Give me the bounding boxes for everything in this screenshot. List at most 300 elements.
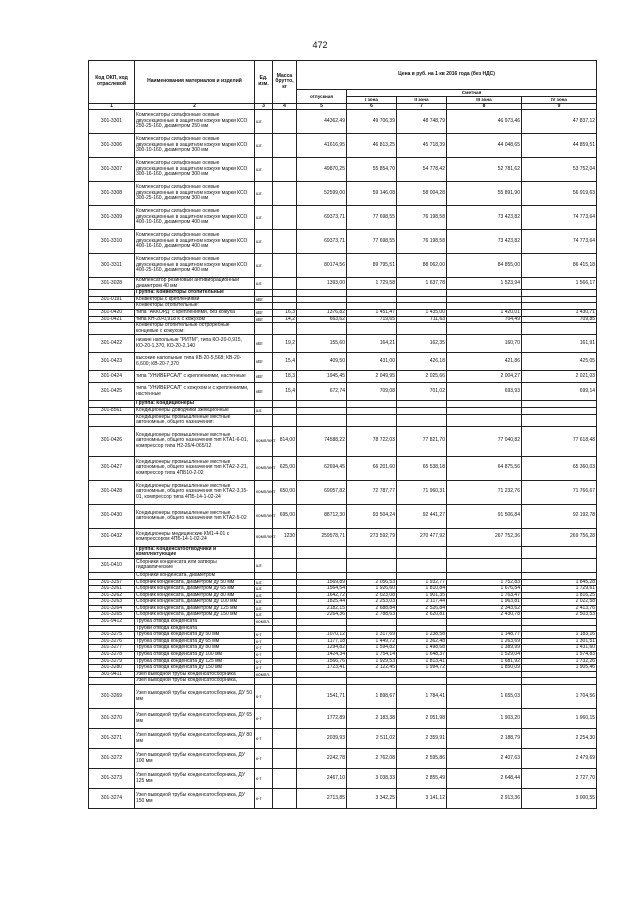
row-zone-2-price: 77 821,70 xyxy=(397,426,447,456)
row-zone-2-price: 2 855,49 xyxy=(397,769,447,789)
header-estimated-price: Сметная xyxy=(347,90,597,97)
table-row xyxy=(89,456,597,480)
row-mass xyxy=(273,278,297,290)
row-zone-3-price xyxy=(447,558,522,572)
row-unit: комплект xyxy=(255,426,273,456)
row-zone-3-price: 77 040,82 xyxy=(447,426,522,456)
table-row xyxy=(89,414,597,426)
header-unit: Ед. изм. xyxy=(255,61,273,104)
header-zone-3: III зона xyxy=(447,97,522,104)
row-name: Компенсаторы сильфонные осевые двухсекционные в защитном кожухе марки КСО 400-16-160, диаметром 400 мм xyxy=(135,230,255,254)
row-zone-4-price: 56 919,63 xyxy=(522,182,597,206)
row-name: типа КН-20-0,918 К с кожухом xyxy=(135,316,255,323)
row-zone-2-price: 1 648,37 xyxy=(397,652,447,659)
row-zone-3-price xyxy=(447,546,522,558)
row-zone-4-price: 1 301,51 xyxy=(522,638,597,645)
row-zone-4-price: 65 360,03 xyxy=(522,456,597,480)
row-mass xyxy=(273,401,297,408)
row-zone-2-price xyxy=(397,678,447,685)
row-sale-price: 2182,15 xyxy=(297,605,347,612)
row-zone-2-price xyxy=(397,546,447,558)
row-zone-4-price xyxy=(522,558,597,572)
row-unit: кВт xyxy=(255,309,273,316)
row-unit xyxy=(255,290,273,297)
row-unit: к-т xyxy=(255,632,273,639)
row-name: Компенсаторы сильфонные осевые двухсекционные в защитном кожухе марки КСО 300-25-160, диаметром 300 мм xyxy=(135,182,255,206)
row-zone-2-price: 76 198,58 xyxy=(397,230,447,254)
row-zone-2-price: 1 810,84 xyxy=(397,586,447,593)
header-sale-price: отпускная xyxy=(297,90,347,104)
row-name: Трубка отвода конденсата ду 150 мм xyxy=(135,665,255,672)
row-zone-4-price xyxy=(522,407,597,414)
row-zone-4-price: 425,05 xyxy=(522,353,597,371)
header-mass: Масса брутто, кг xyxy=(273,61,297,104)
row-zone-4-price: 3 000,55 xyxy=(522,789,597,809)
row-sale-price: 672,74 xyxy=(297,383,347,401)
row-zone-3-price: 1 681,92 xyxy=(447,658,522,665)
column-index: 2 xyxy=(135,104,255,110)
row-sale-price xyxy=(297,290,347,297)
row-zone-3-price: 2 430,78 xyxy=(447,612,522,619)
row-code xyxy=(89,546,135,558)
row-mass xyxy=(273,665,297,672)
row-sale-price: 49870,25 xyxy=(297,158,347,182)
row-zone-2-price xyxy=(397,290,447,297)
row-name: Конвекторы с креплениями xyxy=(135,296,255,303)
row-code: 301-0424 xyxy=(89,371,135,383)
row-sale-price: 155,60 xyxy=(297,335,347,353)
row-code: 301-3277 xyxy=(89,645,135,652)
row-zone-2-price: 2 595,86 xyxy=(397,749,447,769)
row-zone-1-price xyxy=(347,401,397,408)
row-sale-price: 69373,71 xyxy=(297,206,347,230)
row-zone-4-price: 161,91 xyxy=(522,335,597,353)
row-sale-price: 1294,82 xyxy=(297,645,347,652)
column-index: 8 xyxy=(447,104,522,110)
row-name: Сборник конденсата, диаметром ду 80 мм xyxy=(135,592,255,599)
row-zone-4-price: 2 727,70 xyxy=(522,769,597,789)
row-unit: кВт xyxy=(255,335,273,353)
row-zone-2-price: 1 784,41 xyxy=(397,685,447,709)
row-name: Сборники конденсата, диаметром xyxy=(135,572,255,579)
row-name: Группа: Конвекторы отопительные xyxy=(135,290,255,297)
row-sale-price: 2264,36 xyxy=(297,612,347,619)
row-sale-price: 1541,71 xyxy=(297,685,347,709)
row-zone-1-price: 1 926,60 xyxy=(347,586,397,593)
row-zone-1-price: 2 688,84 xyxy=(347,605,397,612)
row-zone-1-price: 55 854,70 xyxy=(347,158,397,182)
row-zone-3-price: 84 855,00 xyxy=(447,254,522,278)
row-zone-2-price: 1 238,58 xyxy=(397,632,447,639)
row-code: 301-3276 xyxy=(89,638,135,645)
row-zone-3-price: 2 407,63 xyxy=(447,749,522,769)
row-mass xyxy=(273,572,297,579)
row-zone-1-price: 72 787,77 xyxy=(347,480,397,504)
row-zone-2-price: 1 637,78 xyxy=(397,278,447,290)
row-zone-1-price: 1 929,53 xyxy=(347,658,397,665)
row-sale-price xyxy=(297,558,347,572)
row-mass xyxy=(273,323,297,335)
row-sale-price: 69373,71 xyxy=(297,230,347,254)
row-sale-price: 1070,12 xyxy=(297,632,347,639)
row-unit: шт. xyxy=(255,254,273,278)
row-zone-4-price: 2 022,58 xyxy=(522,599,597,606)
row-code: 301-3269 xyxy=(89,685,135,709)
row-sale-price: 1825,44 xyxy=(297,599,347,606)
row-name: Трубка отвода конденсата ду 50 мм xyxy=(135,632,255,639)
row-code: 301-3270 xyxy=(89,709,135,729)
row-sale-price xyxy=(297,572,347,579)
row-zone-1-price: 77 698,55 xyxy=(347,206,397,230)
row-zone-1-price: 89 795,51 xyxy=(347,254,397,278)
row-zone-1-price xyxy=(347,619,397,626)
row-name: Сборник конденсата, диаметром ду 50 мм xyxy=(135,579,255,586)
row-zone-1-price xyxy=(347,572,397,579)
row-code: 301-0427 xyxy=(89,456,135,480)
column-index: 1 xyxy=(89,104,135,110)
row-code: 301-0426 xyxy=(89,426,135,456)
row-sale-price: 663,62 xyxy=(297,316,347,323)
row-unit: к-т xyxy=(255,652,273,659)
row-zone-3-price: 1 263,69 xyxy=(447,638,522,645)
row-zone-3-price: 1 529,04 xyxy=(447,652,522,659)
row-zone-2-price: 1 994,72 xyxy=(397,665,447,672)
row-sale-price: 259578,71 xyxy=(297,528,347,546)
row-zone-3-price xyxy=(447,290,522,297)
row-code: 301-3301 xyxy=(89,110,135,134)
row-name: Компенсатор резиновый антивибрационный диаметром 40 мм xyxy=(135,278,255,290)
row-name: Трубки отвода конденсата xyxy=(135,625,255,632)
row-zone-4-price: 1 183,16 xyxy=(522,632,597,639)
row-zone-2-price: 65 538,18 xyxy=(397,456,447,480)
row-zone-2-price: 71 960,31 xyxy=(397,480,447,504)
row-mass xyxy=(273,558,297,572)
row-zone-4-price xyxy=(522,619,597,626)
row-name: Конвекторы отопительные остроребные концевые с кожухом: xyxy=(135,323,255,335)
row-mass xyxy=(273,749,297,769)
row-name: Сборник конденсата, диаметром ду 150 мм xyxy=(135,612,255,619)
row-code: 301-3273 xyxy=(89,769,135,789)
row-zone-4-price: 269 756,28 xyxy=(522,528,597,546)
column-index: 5 xyxy=(297,104,347,110)
row-name: Узел выводной трубы конденсатосборника, ДУ 65 мм xyxy=(135,709,255,729)
row-code: 301-8561 xyxy=(89,407,135,414)
row-name: Группа: Конденсатоотводчики и комплектующие xyxy=(135,546,255,558)
row-unit: шт. xyxy=(255,278,273,290)
row-name: Трубка отвода конденсата ду 125 мм xyxy=(135,658,255,665)
page-number: 472 xyxy=(312,40,328,50)
table-row xyxy=(89,749,597,769)
row-zone-4-price: 1 431,60 xyxy=(522,645,597,652)
row-zone-4-price: 699,14 xyxy=(522,383,597,401)
row-unit xyxy=(255,546,273,558)
row-zone-1-price: 273 592,79 xyxy=(347,528,397,546)
row-unit: шт. xyxy=(255,407,273,414)
row-name: Группа: Кондиционеры xyxy=(135,401,255,408)
row-zone-1-price xyxy=(347,678,397,685)
row-unit: шт. xyxy=(255,612,273,619)
row-zone-1-price: 164,21 xyxy=(347,335,397,353)
row-zone-3-price: 1 523,94 xyxy=(447,278,522,290)
row-sale-price: 74588,22 xyxy=(297,426,347,456)
row-mass xyxy=(273,678,297,685)
row-zone-3-price: 1 420,01 xyxy=(447,309,522,316)
table-row xyxy=(89,685,597,709)
row-zone-1-price xyxy=(347,290,397,297)
row-zone-2-price xyxy=(397,572,447,579)
row-name: Кондиционеры доводчики эжекционные xyxy=(135,407,255,414)
row-mass xyxy=(273,599,297,606)
row-zone-3-price: 44 048,65 xyxy=(447,134,522,158)
row-mass xyxy=(273,296,297,303)
table-row xyxy=(89,504,597,528)
row-sale-price: 69057,82 xyxy=(297,480,347,504)
row-zone-2-price: 162,35 xyxy=(397,335,447,353)
row-zone-1-price: 78 722,03 xyxy=(347,426,397,456)
row-code: 301-3262 xyxy=(89,592,135,599)
row-unit xyxy=(255,401,273,408)
row-mass xyxy=(273,645,297,652)
table-row xyxy=(89,230,597,254)
table-row xyxy=(89,729,597,749)
row-mass: 19,2 xyxy=(273,335,297,353)
row-sale-price xyxy=(297,671,347,678)
row-zone-3-price: 1 903,20 xyxy=(447,709,522,729)
row-zone-3-price: 46 973,46 xyxy=(447,110,522,134)
column-index: 7 xyxy=(397,104,447,110)
row-code: 301-0191 xyxy=(89,296,135,303)
row-code: 301-3263 xyxy=(89,599,135,606)
row-mass xyxy=(273,638,297,645)
row-zone-4-price: 1 732,26 xyxy=(522,658,597,665)
row-sale-price xyxy=(297,296,347,303)
row-zone-4-price: 92 192,78 xyxy=(522,504,597,528)
row-unit: шт. xyxy=(255,182,273,206)
row-zone-4-price: 2 479,69 xyxy=(522,749,597,769)
row-unit xyxy=(255,572,273,579)
row-zone-2-price: 1 813,41 xyxy=(397,658,447,665)
row-zone-3-price: 1 389,99 xyxy=(447,645,522,652)
row-zone-2-price xyxy=(397,414,447,426)
row-zone-2-price xyxy=(397,558,447,572)
row-unit: к-т xyxy=(255,729,273,749)
row-name: Сборник конденсата, диаметром ду 100 мм xyxy=(135,599,255,606)
row-unit: шт. xyxy=(255,558,273,572)
row-sale-price: 1566,76 xyxy=(297,658,347,665)
row-mass xyxy=(273,290,297,297)
row-zone-3-price: 2 004,27 xyxy=(447,371,522,383)
row-zone-1-price xyxy=(347,296,397,303)
row-zone-1-price xyxy=(347,671,397,678)
row-unit: комплект xyxy=(255,528,273,546)
group-header-row xyxy=(89,546,597,558)
price-table xyxy=(88,60,597,809)
row-zone-3-price: 1 655,03 xyxy=(447,685,522,709)
row-zone-4-price: 1 430,71 xyxy=(522,309,597,316)
row-sale-price xyxy=(297,619,347,626)
row-mass: 695,00 xyxy=(273,504,297,528)
row-zone-3-price: 267 752,36 xyxy=(447,528,522,546)
header-price-title: Цена в руб. на 1 кв 2016 года (без НДС) xyxy=(297,61,597,90)
row-zone-1-price: 2 049,95 xyxy=(347,371,397,383)
row-zone-3-price: 2 913,36 xyxy=(447,789,522,809)
row-mass: 14,2 xyxy=(273,316,297,323)
row-unit xyxy=(255,414,273,426)
row-unit: компл. xyxy=(255,619,273,626)
row-sale-price: 1177,18 xyxy=(297,638,347,645)
row-zone-2-price: 2 117,44 xyxy=(397,599,447,606)
row-mass xyxy=(273,625,297,632)
row-unit: компл. xyxy=(255,671,273,678)
row-unit: к-т xyxy=(255,789,273,809)
price-table-body xyxy=(89,110,597,809)
row-zone-2-price: 701,02 xyxy=(397,383,447,401)
table-row xyxy=(89,110,597,134)
row-sale-price: 52599,00 xyxy=(297,182,347,206)
row-code: 301-0410 xyxy=(89,558,135,572)
row-code: 301-3265 xyxy=(89,612,135,619)
row-unit: шт. xyxy=(255,110,273,134)
row-mass: 15,4 xyxy=(273,383,297,401)
row-unit: шт. xyxy=(255,592,273,599)
table-row xyxy=(89,789,597,809)
row-name: Узел выводной трубы конденсатосборника, xyxy=(135,678,255,685)
row-unit: к-т xyxy=(255,749,273,769)
row-name: Компенсаторы сильфонные осевые двухсекционные в защитном кожухе марки КСО 250-25-160, диаметром 250 мм xyxy=(135,110,255,134)
row-unit xyxy=(255,678,273,685)
row-name: типа "АККОРД" с креплениями, без кожуха xyxy=(135,309,255,316)
row-code: 301-0430 xyxy=(89,504,135,528)
row-zone-1-price xyxy=(347,558,397,572)
row-zone-3-price: 1 676,54 xyxy=(447,586,522,593)
row-sale-price: 1569,89 xyxy=(297,579,347,586)
row-name: Сборник конденсата, диаметром ду 125 мм xyxy=(135,605,255,612)
row-code: 301-3274 xyxy=(89,789,135,809)
row-code xyxy=(89,323,135,335)
row-zone-3-price: 55 891,90 xyxy=(447,182,522,206)
row-name: Компенсаторы сильфонные осевые двухсекционные в защитном кожухе марки КСО 400-25-160, диаметром 400 мм xyxy=(135,254,255,278)
row-zone-4-price: 2 413,76 xyxy=(522,605,597,612)
row-zone-2-price xyxy=(397,671,447,678)
row-name: Узел выводной трубы конденсатосборника, ДУ 125 мм xyxy=(135,769,255,789)
row-zone-2-price xyxy=(397,401,447,408)
row-unit: кВт xyxy=(255,353,273,371)
row-zone-2-price: 2 051,98 xyxy=(397,709,447,729)
table-row xyxy=(89,182,597,206)
row-zone-2-price xyxy=(397,323,447,335)
table-row xyxy=(89,158,597,182)
row-code: 301-0422 xyxy=(89,335,135,353)
row-code: 301-3261 xyxy=(89,586,135,593)
table-row xyxy=(89,371,597,383)
row-zone-4-price: 2 503,53 xyxy=(522,612,597,619)
row-sale-price: 41616,95 xyxy=(297,134,347,158)
row-code: 301-9412 xyxy=(89,619,135,626)
row-unit: к-т xyxy=(255,658,273,665)
row-zone-2-price: 426,18 xyxy=(397,353,447,371)
row-mass xyxy=(273,685,297,709)
row-name: Узел выводной трубы конденсатосборника, ДУ 80 мм xyxy=(135,729,255,749)
row-zone-1-price: 1 317,69 xyxy=(347,632,397,639)
row-zone-3-price: 71 232,76 xyxy=(447,480,522,504)
row-unit: к-т xyxy=(255,645,273,652)
row-code: 301-0432 xyxy=(89,528,135,546)
header-zone-4: IV зона xyxy=(522,97,597,104)
row-name: Компенсаторы сильфонные осевые двухсекционные в защитном кожухе марки КСО 300-10-160, диаметром 300 мм xyxy=(135,134,255,158)
row-mass xyxy=(273,592,297,599)
row-mass: 650,00 xyxy=(273,480,297,504)
row-mass xyxy=(273,230,297,254)
row-zone-1-price: 1 451,47 xyxy=(347,309,397,316)
row-zone-2-price: 1 362,48 xyxy=(397,638,447,645)
row-zone-4-price xyxy=(522,572,597,579)
row-zone-4-price: 86 415,18 xyxy=(522,254,597,278)
row-unit: кВт xyxy=(255,296,273,303)
table-row xyxy=(89,678,597,685)
row-zone-3-price: 73 423,82 xyxy=(447,206,522,230)
row-unit: шт. xyxy=(255,579,273,586)
row-zone-2-price: 2 359,91 xyxy=(397,729,447,749)
row-zone-3-price: 2 188,79 xyxy=(447,729,522,749)
row-zone-3-price: 1 148,77 xyxy=(447,632,522,639)
row-zone-1-price: 1 449,72 xyxy=(347,638,397,645)
table-row xyxy=(89,558,597,572)
row-zone-1-price: 2 122,45 xyxy=(347,665,397,672)
table-row xyxy=(89,383,597,401)
row-zone-3-price: 421,86 xyxy=(447,353,522,371)
row-name: высокие напольные типа КВ-20-5,568; КВ-20-6,600; КВ-20-7,370 xyxy=(135,353,255,371)
row-zone-4-price xyxy=(522,414,597,426)
row-code: 301-3307 xyxy=(89,158,135,182)
row-zone-1-price: 2 183,38 xyxy=(347,709,397,729)
column-index: 9 xyxy=(522,104,597,110)
row-zone-2-price: 58 004,28 xyxy=(397,182,447,206)
row-mass xyxy=(273,729,297,749)
row-zone-1-price: 46 813,25 xyxy=(347,134,397,158)
row-sale-price xyxy=(297,546,347,558)
row-unit: к-т xyxy=(255,665,273,672)
row-zone-3-price xyxy=(447,296,522,303)
row-zone-4-price: 1 816,25 xyxy=(522,592,597,599)
row-mass xyxy=(273,632,297,639)
column-index: 3 xyxy=(255,104,273,110)
row-zone-4-price: 1 704,56 xyxy=(522,685,597,709)
row-name: Трубка отвода конденсата xyxy=(135,619,255,626)
row-code: 301-0425 xyxy=(89,383,135,401)
row-name: низкие напольные "РИТМ", типа КО-20-0,915, КО-20-1,370, КО-20-2,140 xyxy=(135,335,255,353)
row-zone-4-price: 1 960,15 xyxy=(522,709,597,729)
row-zone-4-price: 1 574,83 xyxy=(522,652,597,659)
row-sale-price: 44362,49 xyxy=(297,110,347,134)
row-code: 301-0428 xyxy=(89,480,135,504)
row-zone-2-price: 1 901,35 xyxy=(397,592,447,599)
row-zone-2-price: 3 141,12 xyxy=(397,789,447,809)
row-zone-1-price xyxy=(347,414,397,426)
row-zone-4-price: 1 566,17 xyxy=(522,278,597,290)
row-sale-price: 409,50 xyxy=(297,353,347,371)
row-zone-1-price: 1 754,14 xyxy=(347,652,397,659)
row-code: 301-3310 xyxy=(89,230,135,254)
table-row xyxy=(89,335,597,353)
row-zone-1-price: 2 762,08 xyxy=(347,749,397,769)
row-zone-4-price: 53 752,04 xyxy=(522,158,597,182)
row-zone-4-price xyxy=(522,401,597,408)
row-unit: кВт xyxy=(255,316,273,323)
row-mass xyxy=(273,182,297,206)
table-row xyxy=(89,528,597,546)
row-zone-4-price xyxy=(522,290,597,297)
row-unit xyxy=(255,625,273,632)
